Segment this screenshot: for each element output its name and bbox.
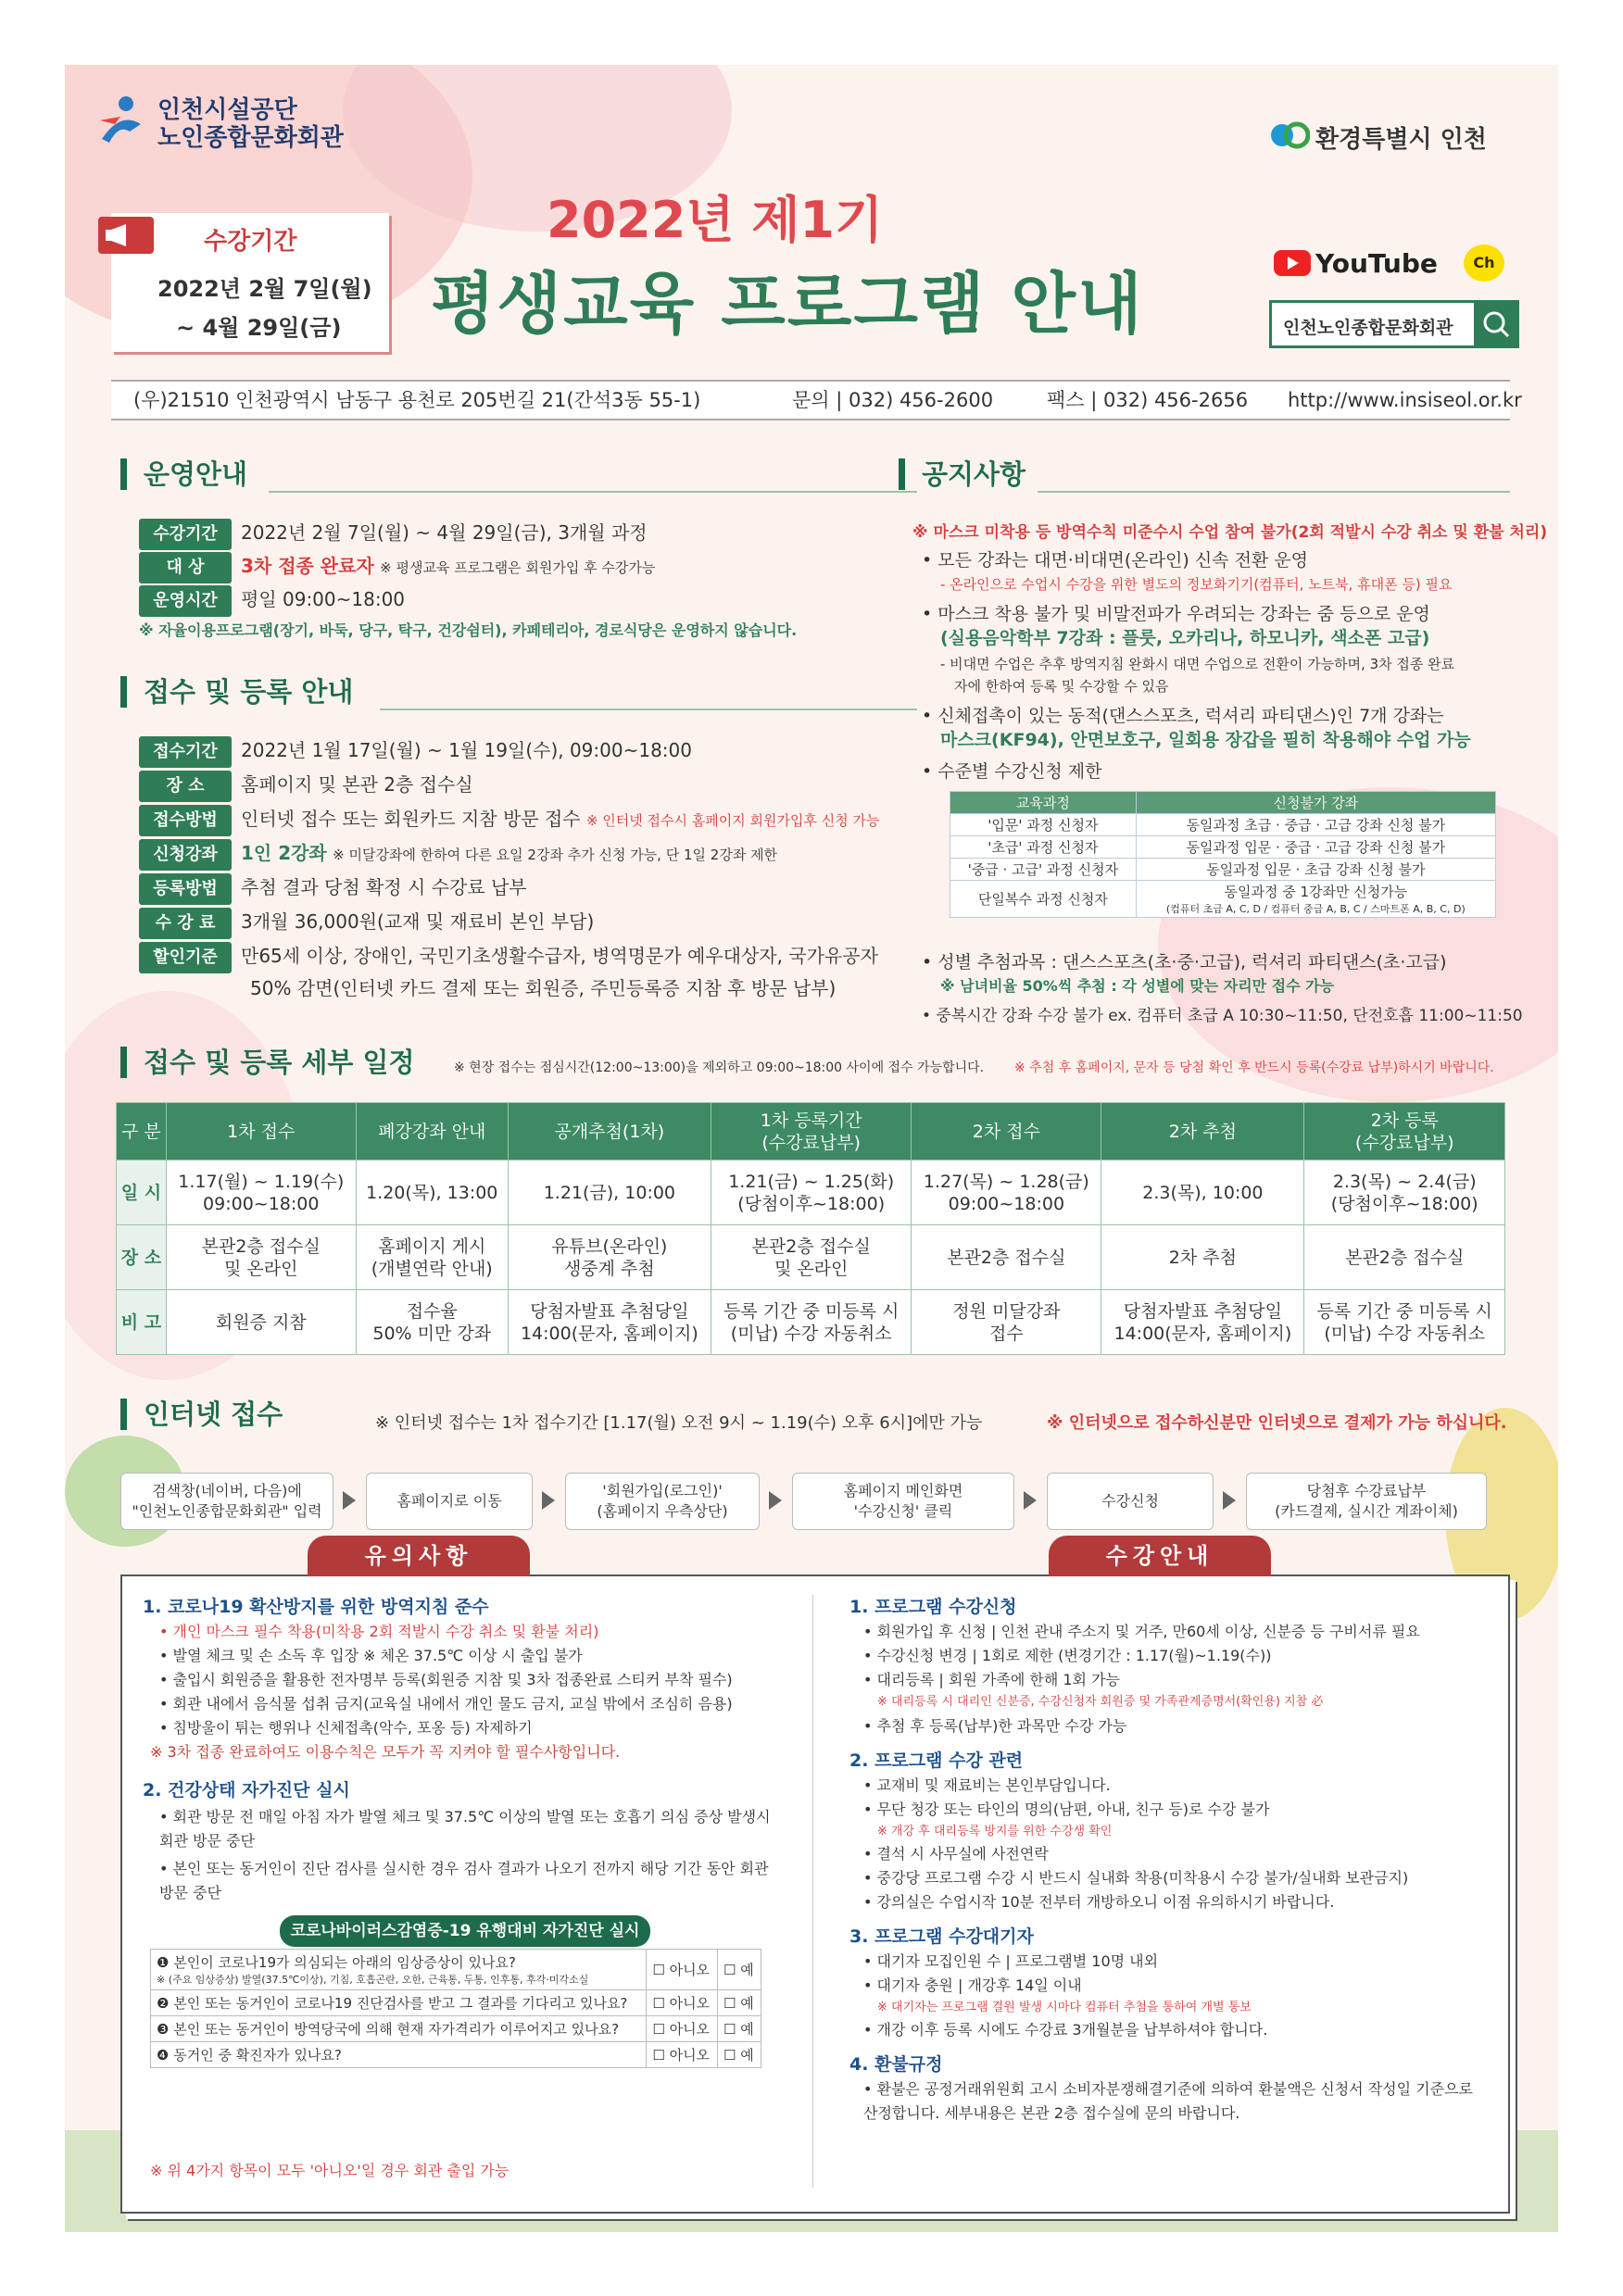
period-box bbox=[111, 213, 389, 352]
schedule-cell: 당첨자발표 추첨당일 14:00(문자, 홈페이지) bbox=[508, 1290, 711, 1355]
flow-step-6: 당첨후 수강료납부 (카드결제, 실시간 계좌이체) bbox=[1246, 1473, 1487, 1530]
schedule-row-header: 장 소 bbox=[117, 1225, 167, 1290]
operation-row-period: 수강기간 2022년 2월 7일(월) ~ 4월 29일(금), 3개월 과정 bbox=[139, 519, 648, 550]
notice-b2-sub2: 자에 한하여 등록 및 수강할 수 있음 bbox=[954, 678, 1169, 695]
schedule-cell: 본관2층 접수실 및 온라인 bbox=[166, 1225, 356, 1290]
schedule-cell: 1.21(금), 10:00 bbox=[508, 1161, 711, 1225]
caution-item: • 침방울이 튀는 행위나 신체접촉(악수, 포옹 등) 자제하기 bbox=[159, 1719, 533, 1737]
guide-item: • 환불은 공정거래위원회 고시 소비자분쟁해결기준에 의하여 환불액은 신청서 작성일 기준으로 bbox=[863, 2080, 1473, 2098]
notice-b2: • 마스크 착용 불가 및 비말전파가 우려되는 강좌는 줌 등으로 운영 bbox=[922, 604, 1430, 624]
homepage-link[interactable]: http://www.insiseol.or.kr bbox=[1288, 389, 1522, 411]
reg-row-place: 장 소 홈페이지 및 본관 2층 접수실 bbox=[139, 771, 473, 802]
schedule-header: 공개추첨(1차) bbox=[508, 1103, 711, 1161]
guide-item: • 개강 이후 등록 시에도 수강료 3개월분을 납부하셔야 합니다. bbox=[863, 2021, 1268, 2039]
schedule-row-header: 일 시 bbox=[117, 1161, 167, 1225]
search-icon[interactable] bbox=[1474, 303, 1518, 345]
notice-b1: • 모든 강좌는 대면·비대면(온라인) 신속 전환 운영 bbox=[922, 550, 1309, 571]
notice-b6: • 중복시간 강좌 수강 불가 ex. 컴퓨터 초급 A 10:30~11:50, 단전호흡 11:00~11:50 bbox=[922, 1007, 1523, 1025]
search-text: 인천노인종합문화회관 bbox=[1283, 318, 1453, 338]
period-end: ~ 4월 29일(금) bbox=[176, 315, 342, 341]
schedule-cell: 유튜브(온라인) 생중계 추첨 bbox=[508, 1225, 711, 1290]
schedule-cell: 본관2층 접수실 및 온라인 bbox=[711, 1225, 911, 1290]
guide-item: • 대리등록 | 회원 가족에 한해 1회 가능 bbox=[863, 1671, 1120, 1688]
schedule-header: 2차 등록 (수강료납부) bbox=[1304, 1103, 1505, 1161]
registration-heading: 접수 및 등록 안내 bbox=[120, 676, 353, 708]
guide-item: • 무단 청강 또는 타인의 명의(남편, 아내, 친구 등)로 수강 불가 bbox=[863, 1800, 1270, 1818]
checkbox-yes[interactable]: ☐ 예 bbox=[718, 2042, 761, 2068]
notice-b2-green: (실용음악학부 7강좌 : 플룻, 오카리나, 하모니카, 색소폰 고급) bbox=[940, 628, 1430, 648]
caution-tab: 유의사항 bbox=[308, 1536, 530, 1576]
operation-note: ※ 자율이용프로그램(장기, 바둑, 당구, 탁구, 건강쉼터), 카페테리아, 경로식당은 운영하지 않습니다. bbox=[139, 621, 798, 639]
caution-item: • 개인 마스크 필수 착용(미착용 2회 적발시 수강 취소 및 환불 처리) bbox=[159, 1623, 599, 1640]
guide-item: • 결석 시 사무실에 사전연락 bbox=[863, 1845, 1049, 1863]
youtube-label[interactable]: YouTube bbox=[1315, 248, 1438, 279]
self-check-table: ❶ 본인이 코로나19가 의심되는 아래의 임상증상이 있나요? ※ (주요 임상증상) 발열(37.5℃이상), 기침, 호흡곤란, 오한, 근육통, 두통, 인후통, 후각·미각소실 ☐ 아니오 ☐ 예 ❷ 본인 또는 동거인이 코로나19 진단검사를 받고 그 결과를 기다리고 있나요? ☐ 아니오 ☐ 예 ❸ 본인 또는 동거인이 방역당국에 의해 현재 자가격리가 이루어지고 있나요? ☐ 아니오 ☐ 예 ❹ 동거인 중 확진자가 있나요? ☐ 아니오 ☐ 예 bbox=[150, 1949, 761, 2068]
arrow-right-icon bbox=[1223, 1491, 1236, 1510]
divider bbox=[380, 709, 917, 710]
guide-h4: 4. 환불규정 bbox=[849, 2054, 943, 2075]
reg-row-method: 접수방법 인터넷 접수 또는 회원카드 지참 방문 접수 ※ 인터넷 접수시 홈페이지 회원가입후 신청 가능 bbox=[139, 805, 879, 836]
schedule-cell: 본관2층 접수실 bbox=[1304, 1225, 1505, 1290]
period-start: 2022년 2월 7일(월) bbox=[157, 276, 372, 302]
schedule-cell: 등록 기간 중 미등록 시 (미납) 수강 자동취소 bbox=[711, 1290, 911, 1355]
internet-heading: 인터넷 접수 bbox=[120, 1399, 283, 1430]
arrow-right-icon bbox=[542, 1491, 555, 1510]
schedule-note-2: ※ 추첨 후 홈페이지, 문자 등 당첨 확인 후 반드시 등록(수강료 납부)하시기 바랍니다. bbox=[1014, 1060, 1494, 1075]
reg-row-fee: 수 강 료 3개월 36,000원(교재 및 재료비 본인 부담) bbox=[139, 908, 594, 939]
operation-row-target: 대 상 3차 접종 완료자 ※ 평생교육 프로그램은 회원가입 후 수강가능 bbox=[139, 552, 655, 583]
address: (우)21510 인천광역시 남동구 용천로 205번길 21(간석3동 55-1) bbox=[133, 389, 701, 411]
schedule-table bbox=[116, 1102, 1505, 1355]
notice-b1-sub: - 온라인으로 수업시 수강을 위한 별도의 정보화기기(컴퓨터, 노트북, 휴대폰 등) 필요 bbox=[940, 576, 1453, 593]
youtube-icon[interactable] bbox=[1274, 250, 1311, 276]
reg-row-courses: 신청강좌 1인 2강좌 ※ 미달강좌에 한하여 다른 요일 2강좌 추가 신청 가능, 단 1일 2강좌 제한 bbox=[139, 839, 777, 871]
self-check-title: 코로나바이러스감염증-19 유행대비 자가진단 실시 bbox=[280, 1915, 650, 1947]
schedule-cell: 1.21(금) ~ 1.25(화) (당첨이후~18:00) bbox=[711, 1161, 911, 1225]
checkbox-yes[interactable]: ☐ 예 bbox=[718, 1950, 761, 1990]
logo-icon bbox=[93, 93, 148, 148]
caution-h1: 1. 코로나19 확산방지를 위한 방역지침 준수 bbox=[143, 1597, 489, 1617]
schedule-cell: 정원 미달강좌 접수 bbox=[912, 1290, 1101, 1355]
divider bbox=[269, 491, 917, 493]
info-card bbox=[120, 1543, 1510, 2214]
notice-b4: • 수준별 수강신청 제한 bbox=[922, 761, 1102, 782]
divider bbox=[812, 1595, 813, 2188]
schedule-cell: 회원증 지참 bbox=[166, 1290, 356, 1355]
schedule-cell: 본관2층 접수실 bbox=[912, 1225, 1101, 1290]
guide-item: • 수강신청 변경 | 1회로 제한 (변경기간 : 1.17(월)~1.19(수)) bbox=[863, 1647, 1272, 1664]
org-name-2: 노인종합문화회관 bbox=[157, 124, 344, 152]
schedule-cell: 1.27(목) ~ 1.28(금) 09:00~18:00 bbox=[912, 1161, 1101, 1225]
notice-b5: • 성별 추첨과목 : 댄스스포츠(초·중·고급), 럭셔리 파티댄스(초·고급) bbox=[922, 952, 1447, 972]
schedule-cell: 당첨자발표 추첨당일 14:00(문자, 홈페이지) bbox=[1101, 1290, 1304, 1355]
checkbox-no[interactable]: ☐ 아니오 bbox=[647, 2042, 718, 2068]
internet-note-2: ※ 인터넷으로 접수하신분만 인터넷으로 결제가 가능 하십니다. bbox=[1047, 1413, 1507, 1433]
guide-item: • 대기자 모집인원 수 | 프로그램별 10명 내외 bbox=[863, 1952, 1159, 1970]
caution-item: • 회관 방문 전 매일 아침 자가 발열 체크 및 37.5℃ 이상의 발열 또는 호흡기 의심 증상 발생시 bbox=[159, 1808, 771, 1826]
notice-b3: • 신체접촉이 있는 동적(댄스스포츠, 럭셔리 파티댄스)인 7개 강좌는 bbox=[922, 706, 1444, 726]
reg-row-period: 접수기간 2022년 1월 17일(월) ~ 1월 19일(수), 09:00~18:00 bbox=[139, 736, 692, 768]
reg-row-method2: 등록방법 추첨 결과 당첨 확정 시 수강료 납부 bbox=[139, 873, 527, 905]
guide-item: 산정합니다. 세부내용은 본관 2층 접수실에 문의 바랍니다. bbox=[863, 2104, 1240, 2122]
caution-item: • 발열 체크 및 손 소독 후 입장 ※ 체온 37.5℃ 이상 시 출입 불가 bbox=[159, 1647, 583, 1664]
schedule-cell: 홈페이지 게시 (개별연락 안내) bbox=[356, 1225, 508, 1290]
caution-item: • 회관 내에서 음식물 섭취 금지(교육실 내에서 개인 물도 금지, 교실 밖에서 조심히 음용) bbox=[159, 1695, 733, 1713]
notice-b5-sub: ※ 남녀비율 50%씩 추첨 : 각 성별에 맞는 자리만 접수 가능 bbox=[940, 977, 1335, 995]
reg-row-discount: 할인기준 만65세 이상, 장애인, 국민기초생활수급자, 병역명문가 예우대상자, 국가유공자 bbox=[139, 942, 878, 973]
city-name: 환경특별시 인천 bbox=[1315, 126, 1487, 154]
notice-heading: 공지사항 bbox=[899, 458, 1025, 490]
operation-heading: 운영안내 bbox=[120, 458, 247, 490]
arrow-right-icon bbox=[343, 1491, 356, 1510]
title-year: 2022년 제1기 bbox=[547, 191, 884, 249]
notice-b3-green: 마스크(KF94), 안면보호구, 일회용 장갑을 필히 착용해야 수업 가능 bbox=[940, 730, 1471, 750]
flow-step-1: 검색창(네이버, 다음)에 "인천노인종합문화회관" 입력 bbox=[120, 1473, 333, 1530]
flow-step-5: 수강신청 bbox=[1047, 1473, 1214, 1530]
self-check-footnote: ※ 위 4가지 항목이 모두 '아니오'일 경우 회관 출입 가능 bbox=[150, 2162, 510, 2179]
megaphone-icon bbox=[98, 217, 154, 254]
schedule-cell: 2차 추첨 bbox=[1101, 1225, 1304, 1290]
internet-note: ※ 인터넷 접수는 1차 접수기간 [1.17(월) 오전 9시 ~ 1.19(수) 오후 6시]에만 가능 bbox=[375, 1413, 983, 1433]
guide-note: ※ 대기자는 프로그램 결원 발생 시마다 컴퓨터 추첨을 통하여 개별 통보 bbox=[877, 2001, 1252, 2014]
flow-step-2: 홈페이지로 이동 bbox=[366, 1473, 533, 1530]
level-restriction-table: 교육과정 신청불가 강좌 '입문' 과정 신청자 동일과정 초급 · 중급 · 고급 강좌 신청 불가 '초급' 과정 신청자 동일과정 입문 · 중급 · 고급 강좌 신청 불가 '중급 · 고급' 과정 신청자 동일과정 입문 · 초급 강좌 신청 불가 단일복수 과정 신청자 동일과정 중 1강좌만 신청가능 (컴퓨터 초급 A, C, D / 컴퓨터 중급 A, B, C / 스마트폰 A, B, C, D) bbox=[950, 791, 1496, 918]
guide-item: • 교재비 및 재료비는 본인부담입니다. bbox=[863, 1776, 1111, 1794]
schedule-cell: 등록 기간 중 미등록 시 (미납) 수강 자동취소 bbox=[1304, 1290, 1505, 1355]
guide-note: ※ 개강 후 대리등록 방지를 위한 수강생 확인 bbox=[877, 1825, 1113, 1838]
schedule-cell: 2.3(목) ~ 2.4(금) (당첨이후~18:00) bbox=[1304, 1161, 1505, 1225]
guide-tab: 수강안내 bbox=[1049, 1536, 1271, 1576]
arrow-right-icon bbox=[1024, 1491, 1037, 1510]
schedule-note-1: ※ 현장 접수는 점심시간(12:00~13:00)을 제외하고 09:00~18:00 사이에 접수 가능합니다. bbox=[454, 1060, 985, 1075]
search-box[interactable] bbox=[1269, 300, 1519, 348]
checkbox-no[interactable]: ☐ 아니오 bbox=[647, 2016, 718, 2042]
address-bar bbox=[111, 380, 1522, 420]
schedule-cell: 접수율 50% 미만 강좌 bbox=[356, 1290, 508, 1355]
schedule-header: 구 분 bbox=[117, 1103, 167, 1161]
flow-step-3: '회원가입(로그인)' (홈페이지 우측상단) bbox=[565, 1473, 760, 1530]
checkbox-no[interactable]: ☐ 아니오 bbox=[647, 1950, 718, 1990]
guide-h3: 3. 프로그램 수강대기자 bbox=[849, 1926, 1034, 1947]
arrow-right-icon bbox=[769, 1491, 782, 1510]
phone: 문의 | 032) 456-2600 bbox=[792, 389, 994, 411]
period-label: 수강기간 bbox=[204, 228, 297, 256]
divider bbox=[1038, 491, 1510, 493]
reg-discount-2: 50% 감면(인터넷 카드 결제 또는 회원증, 주민등록증 지참 후 방문 납부) bbox=[250, 977, 837, 999]
schedule-cell: 1.20(목), 13:00 bbox=[356, 1161, 508, 1225]
caution-item: • 본인 또는 동거인이 진단 검사를 실시한 경우 검사 결과가 나오기 전까지 해당 기간 동안 회관 bbox=[159, 1860, 769, 1877]
caution-item: 방문 중단 bbox=[159, 1884, 221, 1901]
checkbox-yes[interactable]: ☐ 예 bbox=[718, 1990, 761, 2016]
schedule-header: 1차 접수 bbox=[166, 1103, 356, 1161]
fax: 팩스 | 032) 456-2656 bbox=[1047, 389, 1249, 411]
flow-step-4: 홈페이지 메인화면 '수강신청' 클릭 bbox=[792, 1473, 1014, 1530]
schedule-row-header: 비 고 bbox=[117, 1290, 167, 1355]
guide-item: • 중강당 프로그램 수강 시 반드시 실내화 착용(미착용시 수강 불가/실내화 보관금지) bbox=[863, 1869, 1409, 1887]
guide-item: • 대기자 충원 | 개강후 14일 이내 bbox=[863, 1976, 1082, 1994]
caution-h2: 2. 건강상태 자가진단 실시 bbox=[143, 1780, 350, 1800]
caution-item: • 출입시 회원증을 활용한 전자명부 등록(회원증 지참 및 3차 접종완료 스티커 부착 필수) bbox=[159, 1671, 733, 1688]
guide-item: • 추첨 후 등록(납부)한 과목만 수강 가능 bbox=[863, 1717, 1127, 1735]
org-name-1: 인천시설공단 bbox=[157, 96, 297, 124]
operation-row-hours: 운영시간 평일 09:00~18:00 bbox=[139, 585, 405, 617]
schedule-header: 2차 추첨 bbox=[1101, 1103, 1304, 1161]
notice-top: ※ 마스크 미착용 등 방역수칙 미준수시 수업 참여 불가(2회 적발시 수강 취소 및 환불 처리) bbox=[912, 523, 1548, 542]
schedule-header: 폐강강좌 안내 bbox=[356, 1103, 508, 1161]
guide-h1: 1. 프로그램 수강신청 bbox=[849, 1597, 1017, 1617]
guide-h2: 2. 프로그램 수강 관련 bbox=[849, 1750, 1024, 1771]
kakao-channel-icon[interactable]: Ch bbox=[1464, 245, 1504, 282]
notice-b2-sub1: - 비대면 수업은 추후 방역지침 완화시 대면 수업으로 전환이 가능하며, 3차 접종 완료 bbox=[940, 656, 1455, 672]
page bbox=[65, 65, 1558, 2232]
checkbox-no[interactable]: ☐ 아니오 bbox=[647, 1990, 718, 2016]
schedule-header: 1차 등록기간 (수강료납부) bbox=[711, 1103, 911, 1161]
guide-note: ※ 대리등록 시 대리인 신분증, 수강신청자 회원증 및 가족관계증명서(확인용) 지참 必 bbox=[877, 1695, 1324, 1709]
schedule-cell: 1.17(월) ~ 1.19(수) 09:00~18:00 bbox=[166, 1161, 356, 1225]
checkbox-yes[interactable]: ☐ 예 bbox=[718, 2016, 761, 2042]
guide-item: • 회원가입 후 신청 | 인천 관내 주소지 및 거주, 만60세 이상, 신분증 등 구비서류 필요 bbox=[863, 1623, 1420, 1640]
title-main: 평생교육 프로그램 안내 bbox=[431, 265, 1144, 343]
city-logo-icon bbox=[1269, 115, 1310, 156]
caution-note: ※ 3차 접종 완료하여도 이용수칙은 모두가 꼭 지켜야 할 필수사항입니다. bbox=[150, 1743, 621, 1761]
schedule-cell: 2.3(목), 10:00 bbox=[1101, 1161, 1304, 1225]
schedule-header: 2차 접수 bbox=[912, 1103, 1101, 1161]
guide-item: • 강의실은 수업시작 10분 전부터 개방하오니 이점 유의하시기 바랍니다. bbox=[863, 1893, 1335, 1911]
schedule-heading: 접수 및 등록 세부 일정 bbox=[120, 1047, 415, 1078]
caution-item: 회관 방문 중단 bbox=[159, 1832, 255, 1850]
